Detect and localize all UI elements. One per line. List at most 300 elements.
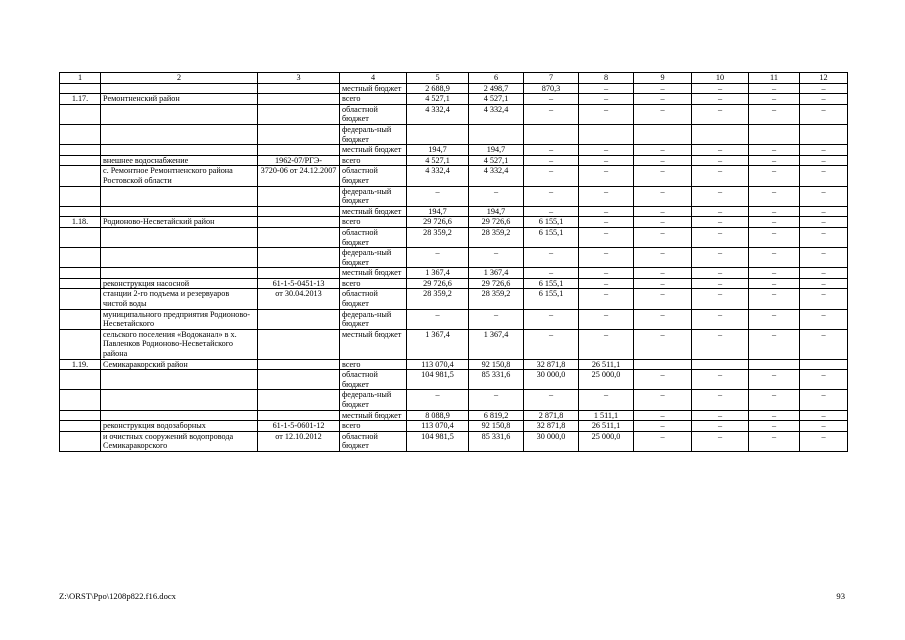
document-number: 3720-06 от 24.12.2007: [258, 166, 340, 186]
table-row: [60, 145, 848, 156]
table-row: [60, 248, 848, 268]
amount-cell: –: [692, 370, 749, 390]
object-name: Семикаракорский район: [101, 359, 258, 370]
table-row: [60, 166, 848, 186]
amount-cell: –: [524, 104, 579, 124]
document-number: [258, 227, 340, 247]
amount-cell: –: [524, 248, 579, 268]
amount-cell: 28 359,2: [407, 289, 469, 309]
amount-cell: –: [524, 155, 579, 166]
funding-source: местный бюджет: [340, 268, 407, 279]
amount-cell: [634, 359, 692, 370]
amount-cell: –: [634, 83, 692, 94]
table-row: [60, 104, 848, 124]
column-number-row: [60, 73, 848, 84]
table-row: [60, 83, 848, 94]
amount-cell: –: [800, 145, 848, 156]
amount-cell: 4 332,4: [469, 104, 524, 124]
column-number: 4: [340, 73, 407, 84]
table-row: [60, 268, 848, 279]
amount-cell: –: [469, 390, 524, 410]
amount-cell: –: [692, 94, 749, 105]
row-number: [60, 329, 101, 359]
object-name: внешнее водоснабжение: [101, 155, 258, 166]
row-number: [60, 145, 101, 156]
amount-cell: –: [800, 421, 848, 432]
amount-cell: 92 150,8: [469, 359, 524, 370]
amount-cell: –: [692, 390, 749, 410]
document-number: [258, 410, 340, 421]
amount-cell: –: [634, 145, 692, 156]
row-number: [60, 309, 101, 329]
amount-cell: –: [524, 309, 579, 329]
amount-cell: –: [407, 309, 469, 329]
amount-cell: –: [692, 309, 749, 329]
amount-cell: 6 155,1: [524, 217, 579, 228]
amount-cell: –: [692, 145, 749, 156]
amount-cell: –: [524, 186, 579, 206]
amount-cell: 1 367,4: [469, 329, 524, 359]
amount-cell: 194,7: [407, 206, 469, 217]
amount-cell: 25 000,0: [579, 431, 634, 451]
amount-cell: –: [634, 186, 692, 206]
table-row: [60, 206, 848, 217]
document-number: 61-1-5-0451-13: [258, 278, 340, 289]
amount-cell: 104 981,5: [407, 431, 469, 451]
amount-cell: –: [749, 83, 800, 94]
amount-cell: 194,7: [407, 145, 469, 156]
object-name: реконструкция насосной: [101, 278, 258, 289]
row-number: [60, 370, 101, 390]
column-number: 6: [469, 73, 524, 84]
amount-cell: 6 155,1: [524, 278, 579, 289]
amount-cell: –: [749, 309, 800, 329]
amount-cell: –: [800, 370, 848, 390]
amount-cell: –: [634, 329, 692, 359]
amount-cell: 194,7: [469, 145, 524, 156]
amount-cell: 1 367,4: [469, 268, 524, 279]
object-name: [101, 370, 258, 390]
amount-cell: –: [579, 206, 634, 217]
table-row: [60, 278, 848, 289]
amount-cell: –: [692, 268, 749, 279]
amount-cell: –: [692, 278, 749, 289]
amount-cell: –: [634, 227, 692, 247]
row-number: [60, 227, 101, 247]
column-number: 3: [258, 73, 340, 84]
amount-cell: –: [800, 329, 848, 359]
table-row: [60, 94, 848, 105]
amount-cell: –: [634, 268, 692, 279]
row-number: [60, 278, 101, 289]
table-row: [60, 431, 848, 451]
amount-cell: –: [800, 104, 848, 124]
amount-cell: –: [579, 248, 634, 268]
amount-cell: 6 819,2: [469, 410, 524, 421]
table-row: [60, 124, 848, 144]
amount-cell: 104 981,5: [407, 370, 469, 390]
amount-cell: –: [749, 421, 800, 432]
amount-cell: –: [800, 166, 848, 186]
amount-cell: –: [634, 104, 692, 124]
funding-source: областной бюджет: [340, 104, 407, 124]
amount-cell: [469, 124, 524, 144]
amount-cell: [579, 124, 634, 144]
column-number: 12: [800, 73, 848, 84]
funding-source: федераль-ный бюджет: [340, 124, 407, 144]
amount-cell: –: [634, 217, 692, 228]
amount-cell: –: [749, 370, 800, 390]
amount-cell: –: [800, 431, 848, 451]
amount-cell: –: [579, 94, 634, 105]
document-number: [258, 390, 340, 410]
amount-cell: –: [749, 227, 800, 247]
row-number: 1.17.: [60, 94, 101, 105]
amount-cell: 2 871,8: [524, 410, 579, 421]
amount-cell: –: [524, 206, 579, 217]
amount-cell: –: [634, 390, 692, 410]
object-name: и очистных сооружений водопровода Семикаракорского: [101, 431, 258, 451]
funding-source: областной бюджет: [340, 431, 407, 451]
row-number: [60, 248, 101, 268]
amount-cell: –: [749, 278, 800, 289]
funding-source: всего: [340, 278, 407, 289]
amount-cell: –: [800, 227, 848, 247]
amount-cell: –: [692, 410, 749, 421]
funding-source: местный бюджет: [340, 329, 407, 359]
amount-cell: 4 332,4: [469, 166, 524, 186]
amount-cell: 32 871,8: [524, 421, 579, 432]
document-number: [258, 206, 340, 217]
row-number: [60, 390, 101, 410]
amount-cell: 32 871,8: [524, 359, 579, 370]
amount-cell: [800, 124, 848, 144]
row-number: [60, 421, 101, 432]
amount-cell: [524, 124, 579, 144]
object-name: [101, 145, 258, 156]
column-number: 5: [407, 73, 469, 84]
amount-cell: 4 332,4: [407, 104, 469, 124]
amount-cell: –: [634, 166, 692, 186]
amount-cell: 85 331,6: [469, 431, 524, 451]
amount-cell: 29 726,6: [407, 217, 469, 228]
column-number: 1: [60, 73, 101, 84]
amount-cell: –: [800, 268, 848, 279]
amount-cell: [634, 124, 692, 144]
amount-cell: –: [579, 278, 634, 289]
amount-cell: 4 527,1: [407, 155, 469, 166]
amount-cell: –: [749, 289, 800, 309]
amount-cell: –: [800, 83, 848, 94]
amount-cell: –: [692, 431, 749, 451]
funding-source: федераль-ный бюджет: [340, 248, 407, 268]
amount-cell: –: [800, 155, 848, 166]
object-name: реконструкция водозаборных: [101, 421, 258, 432]
funding-source: областной бюджет: [340, 166, 407, 186]
amount-cell: –: [692, 217, 749, 228]
object-name: [101, 410, 258, 421]
amount-cell: 1 511,1: [579, 410, 634, 421]
document-number: [258, 217, 340, 228]
amount-cell: –: [579, 227, 634, 247]
document-number: 61-1-5-0601-12: [258, 421, 340, 432]
amount-cell: –: [800, 289, 848, 309]
amount-cell: –: [749, 329, 800, 359]
column-number: 10: [692, 73, 749, 84]
column-number: 11: [749, 73, 800, 84]
funding-source: всего: [340, 94, 407, 105]
amount-cell: 92 150,8: [469, 421, 524, 432]
amount-cell: 26 511,1: [579, 359, 634, 370]
table-row: [60, 421, 848, 432]
object-name: сельского поселения «Водоканал» в х. Павленков Родионово-Несветайского района: [101, 329, 258, 359]
row-number: 1.19.: [60, 359, 101, 370]
amount-cell: [692, 359, 749, 370]
column-number: 7: [524, 73, 579, 84]
amount-cell: –: [749, 186, 800, 206]
amount-cell: [407, 124, 469, 144]
funding-source: местный бюджет: [340, 83, 407, 94]
amount-cell: –: [692, 421, 749, 432]
document-number: [258, 248, 340, 268]
amount-cell: –: [634, 421, 692, 432]
object-name: муниципального предприятия Родионово-Несветайского: [101, 309, 258, 329]
table-row: [60, 186, 848, 206]
amount-cell: 194,7: [469, 206, 524, 217]
document-number: [258, 359, 340, 370]
funding-source: областной бюджет: [340, 289, 407, 309]
amount-cell: 6 155,1: [524, 289, 579, 309]
amount-cell: –: [692, 155, 749, 166]
column-number: 2: [101, 73, 258, 84]
amount-cell: –: [634, 206, 692, 217]
amount-cell: –: [579, 145, 634, 156]
amount-cell: –: [749, 217, 800, 228]
table-row: [60, 329, 848, 359]
amount-cell: –: [749, 431, 800, 451]
amount-cell: –: [579, 268, 634, 279]
document-number: [258, 329, 340, 359]
amount-cell: –: [469, 248, 524, 268]
funding-source: областной бюджет: [340, 370, 407, 390]
object-name: [101, 227, 258, 247]
funding-source: всего: [340, 155, 407, 166]
funding-source: федераль-ный бюджет: [340, 309, 407, 329]
amount-cell: –: [749, 155, 800, 166]
funding-source: местный бюджет: [340, 206, 407, 217]
amount-cell: –: [407, 186, 469, 206]
amount-cell: –: [579, 186, 634, 206]
row-number: 1.18.: [60, 217, 101, 228]
amount-cell: –: [634, 370, 692, 390]
column-number: 9: [634, 73, 692, 84]
funding-source: федераль-ный бюджет: [340, 390, 407, 410]
amount-cell: –: [469, 186, 524, 206]
amount-cell: –: [469, 309, 524, 329]
amount-cell: –: [749, 410, 800, 421]
object-name: [101, 206, 258, 217]
amount-cell: –: [749, 104, 800, 124]
amount-cell: –: [749, 248, 800, 268]
object-name: [101, 186, 258, 206]
column-number: 8: [579, 73, 634, 84]
document-number: [258, 370, 340, 390]
amount-cell: –: [524, 268, 579, 279]
document-number: от 12.10.2012: [258, 431, 340, 451]
amount-cell: 4 527,1: [469, 155, 524, 166]
amount-cell: 113 070,4: [407, 421, 469, 432]
funding-source: всего: [340, 421, 407, 432]
document-number: [258, 83, 340, 94]
object-name: [101, 124, 258, 144]
amount-cell: –: [749, 206, 800, 217]
amount-cell: 4 527,1: [407, 94, 469, 105]
table-row: [60, 309, 848, 329]
amount-cell: 6 155,1: [524, 227, 579, 247]
amount-cell: –: [749, 390, 800, 410]
amount-cell: [749, 359, 800, 370]
budget-table: [59, 72, 848, 452]
amount-cell: –: [579, 155, 634, 166]
amount-cell: –: [800, 410, 848, 421]
amount-cell: –: [800, 206, 848, 217]
amount-cell: –: [692, 227, 749, 247]
amount-cell: –: [692, 166, 749, 186]
page-number: 93: [836, 591, 845, 601]
amount-cell: [749, 124, 800, 144]
document-number: [258, 94, 340, 105]
document-number: [258, 268, 340, 279]
amount-cell: –: [634, 155, 692, 166]
amount-cell: –: [407, 248, 469, 268]
funding-source: всего: [340, 217, 407, 228]
amount-cell: –: [634, 248, 692, 268]
funding-source: федераль-ный бюджет: [340, 186, 407, 206]
document-number: [258, 309, 340, 329]
amount-cell: –: [692, 248, 749, 268]
amount-cell: 30 000,0: [524, 370, 579, 390]
amount-cell: –: [579, 104, 634, 124]
amount-cell: –: [692, 289, 749, 309]
amount-cell: –: [800, 186, 848, 206]
amount-cell: –: [634, 289, 692, 309]
amount-cell: –: [579, 329, 634, 359]
amount-cell: –: [800, 390, 848, 410]
amount-cell: –: [407, 390, 469, 410]
funding-source: местный бюджет: [340, 145, 407, 156]
amount-cell: 1 367,4: [407, 329, 469, 359]
amount-cell: 113 070,4: [407, 359, 469, 370]
amount-cell: –: [749, 94, 800, 105]
amount-cell: [692, 124, 749, 144]
object-name: Родионово-Несветайский район: [101, 217, 258, 228]
document-number: [258, 124, 340, 144]
amount-cell: –: [800, 248, 848, 268]
object-name: Ремонтненский район: [101, 94, 258, 105]
amount-cell: –: [634, 94, 692, 105]
amount-cell: –: [579, 390, 634, 410]
object-name: станции 2-го подъема и резервуаров чистой воды: [101, 289, 258, 309]
amount-cell: –: [800, 278, 848, 289]
amount-cell: –: [579, 217, 634, 228]
amount-cell: –: [579, 166, 634, 186]
amount-cell: –: [749, 166, 800, 186]
object-name: с. Ремонтное Ремонтненского района Ростовской области: [101, 166, 258, 186]
object-name: [101, 268, 258, 279]
amount-cell: 30 000,0: [524, 431, 579, 451]
amount-cell: –: [692, 206, 749, 217]
amount-cell: 4 527,1: [469, 94, 524, 105]
funding-source: всего: [340, 359, 407, 370]
amount-cell: –: [749, 145, 800, 156]
amount-cell: 29 726,6: [469, 217, 524, 228]
amount-cell: 8 088,9: [407, 410, 469, 421]
amount-cell: –: [524, 166, 579, 186]
amount-cell: –: [634, 309, 692, 329]
row-number: [60, 166, 101, 186]
amount-cell: –: [579, 309, 634, 329]
table-row: [60, 370, 848, 390]
amount-cell: [800, 359, 848, 370]
amount-cell: –: [524, 145, 579, 156]
amount-cell: –: [692, 329, 749, 359]
amount-cell: 26 511,1: [579, 421, 634, 432]
amount-cell: –: [692, 83, 749, 94]
document-number: [258, 186, 340, 206]
table-row: [60, 217, 848, 228]
amount-cell: –: [579, 289, 634, 309]
table-row: [60, 227, 848, 247]
amount-cell: –: [634, 431, 692, 451]
table-row: [60, 359, 848, 370]
amount-cell: –: [524, 94, 579, 105]
amount-cell: 85 331,6: [469, 370, 524, 390]
row-number: [60, 155, 101, 166]
row-number: [60, 186, 101, 206]
amount-cell: 2 688,9: [407, 83, 469, 94]
funding-source: областной бюджет: [340, 227, 407, 247]
row-number: [60, 206, 101, 217]
document-number: от 30.04.2013: [258, 289, 340, 309]
funding-source: местный бюджет: [340, 410, 407, 421]
object-name: [101, 390, 258, 410]
row-number: [60, 410, 101, 421]
amount-cell: 1 367,4: [407, 268, 469, 279]
amount-cell: –: [800, 309, 848, 329]
object-name: [101, 83, 258, 94]
row-number: [60, 268, 101, 279]
row-number: [60, 124, 101, 144]
amount-cell: 28 359,2: [469, 289, 524, 309]
amount-cell: 29 726,6: [407, 278, 469, 289]
row-number: [60, 83, 101, 94]
amount-cell: –: [524, 329, 579, 359]
amount-cell: 870,3: [524, 83, 579, 94]
amount-cell: –: [749, 268, 800, 279]
amount-cell: –: [692, 104, 749, 124]
amount-cell: 28 359,2: [407, 227, 469, 247]
file-path: Z:\ORST\Ppo\1208p822.f16.docx: [59, 591, 176, 601]
amount-cell: 28 359,2: [469, 227, 524, 247]
amount-cell: –: [634, 278, 692, 289]
amount-cell: 25 000,0: [579, 370, 634, 390]
amount-cell: –: [579, 83, 634, 94]
amount-cell: 2 498,7: [469, 83, 524, 94]
table-row: [60, 155, 848, 166]
document-number: [258, 145, 340, 156]
amount-cell: 4 332,4: [407, 166, 469, 186]
document-number: [258, 104, 340, 124]
